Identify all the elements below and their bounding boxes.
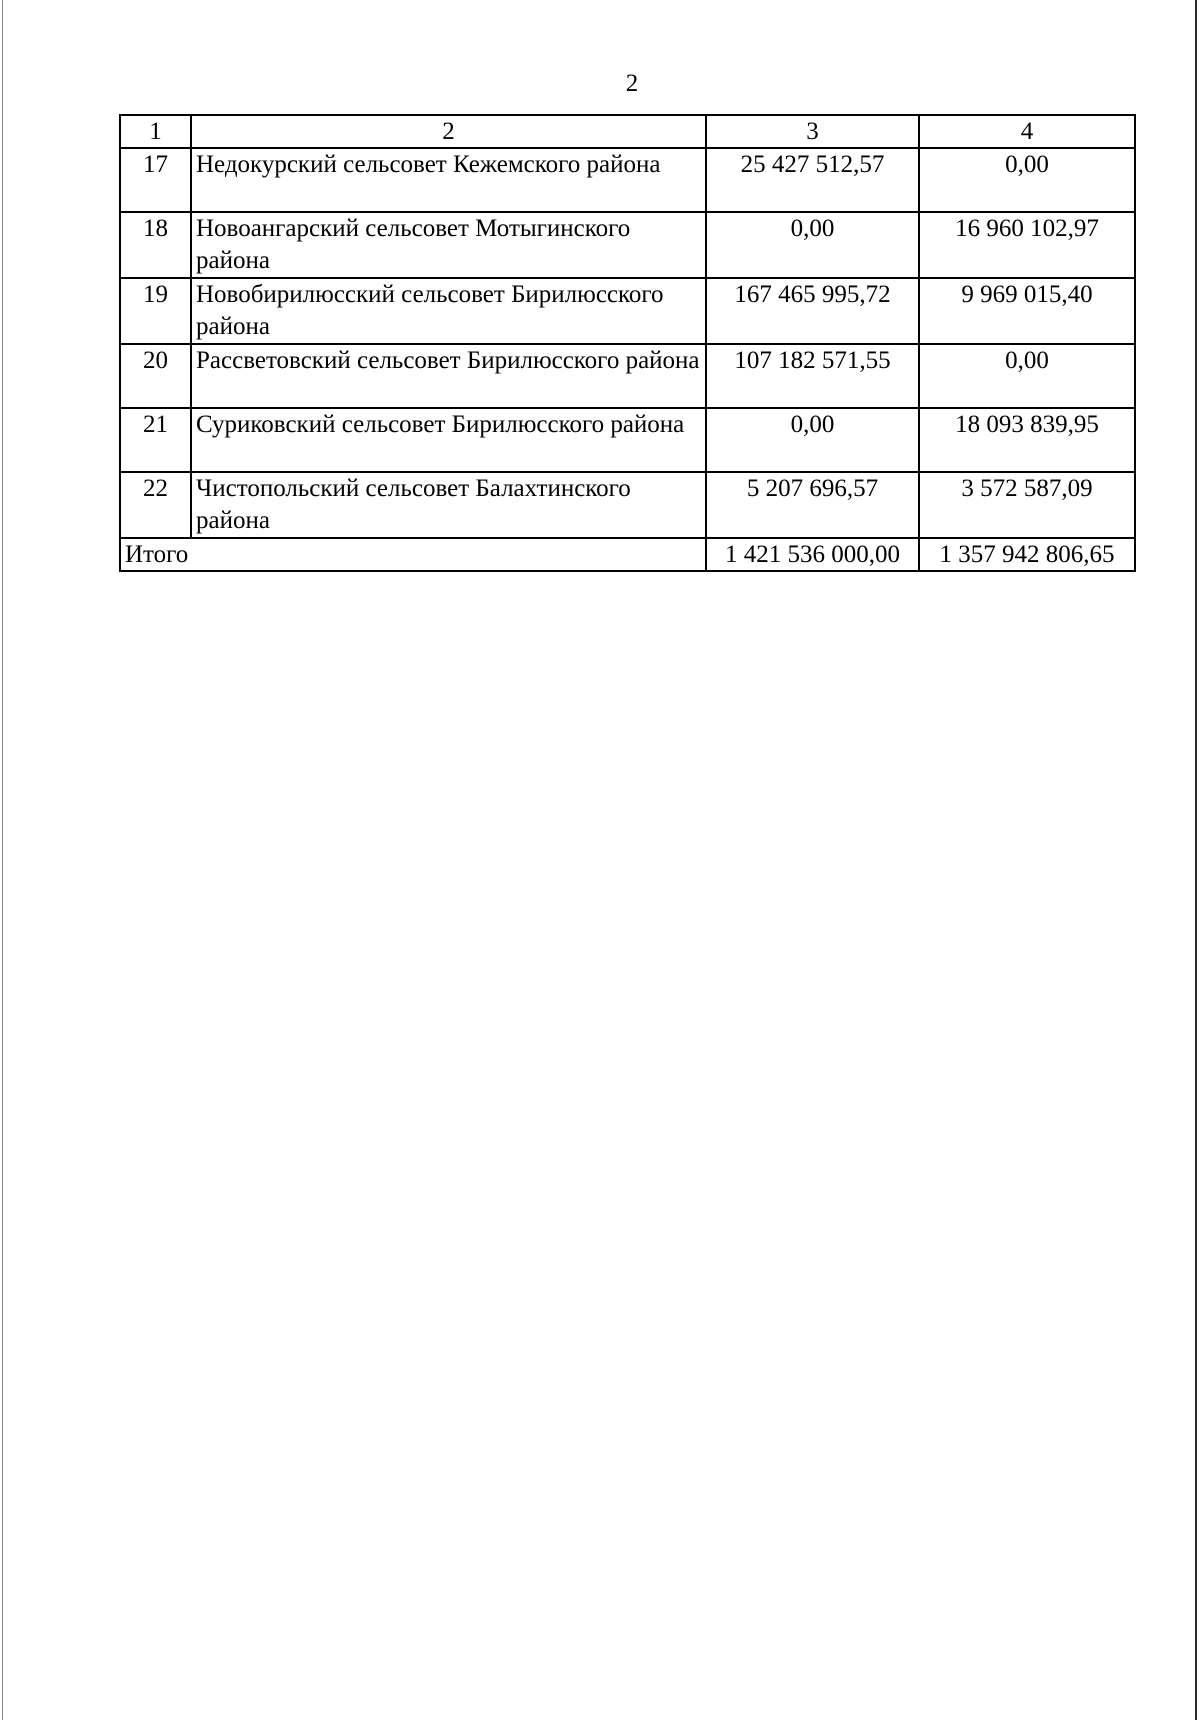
row-name: Чистопольский сельсовет Балахтинского района [191,472,706,538]
row-amount-col3: 5 207 696,57 [706,472,919,538]
table-row [120,278,1135,344]
table-row [120,344,1135,408]
row-amount-col3: 25 427 512,57 [706,148,919,212]
page-number: 2 [625,70,639,97]
table-row [120,408,1135,472]
scan-edge-right [1195,0,1197,1720]
row-name: Новобирилюсский сельсовет Бирилюсского района [191,278,706,344]
row-amount-col4: 0,00 [919,148,1135,212]
row-name: Недокурский сельсовет Кежемского района [191,148,706,212]
row-amount-col3: 0,00 [706,212,919,278]
row-number: 18 [120,212,191,278]
header-cell-2: 2 [191,115,706,148]
total-amount-col3: 1 421 536 000,00 [706,538,919,571]
row-amount-col4: 18 093 839,95 [919,408,1135,472]
row-amount-col3: 167 465 995,72 [706,278,919,344]
row-amount-col4: 9 969 015,40 [919,278,1135,344]
table-row [120,212,1135,278]
row-name: Новоангарский сельсовет Мотыгинского района [191,212,706,278]
row-number: 20 [120,344,191,408]
total-amount-col4: 1 357 942 806,65 [919,538,1135,571]
header-cell-3: 3 [706,115,919,148]
row-amount-col4: 0,00 [919,344,1135,408]
row-amount-col3: 107 182 571,55 [706,344,919,408]
table-row [120,148,1135,212]
table-header-row [120,115,1135,148]
row-name: Суриковский сельсовет Бирилюсского района [191,408,706,472]
row-number: 17 [120,148,191,212]
row-number: 19 [120,278,191,344]
budget-table [119,114,1136,572]
scan-edge-left [2,0,3,1720]
total-label: Итого [120,538,706,571]
header-cell-4: 4 [919,115,1135,148]
header-cell-1: 1 [120,115,191,148]
row-number: 21 [120,408,191,472]
row-amount-col4: 3 572 587,09 [919,472,1135,538]
row-number: 22 [120,472,191,538]
table-row [120,472,1135,538]
row-name: Рассветовский сельсовет Бирилюсского района [191,344,706,408]
table-total-row [120,538,1135,571]
row-amount-col3: 0,00 [706,408,919,472]
row-amount-col4: 16 960 102,97 [919,212,1135,278]
